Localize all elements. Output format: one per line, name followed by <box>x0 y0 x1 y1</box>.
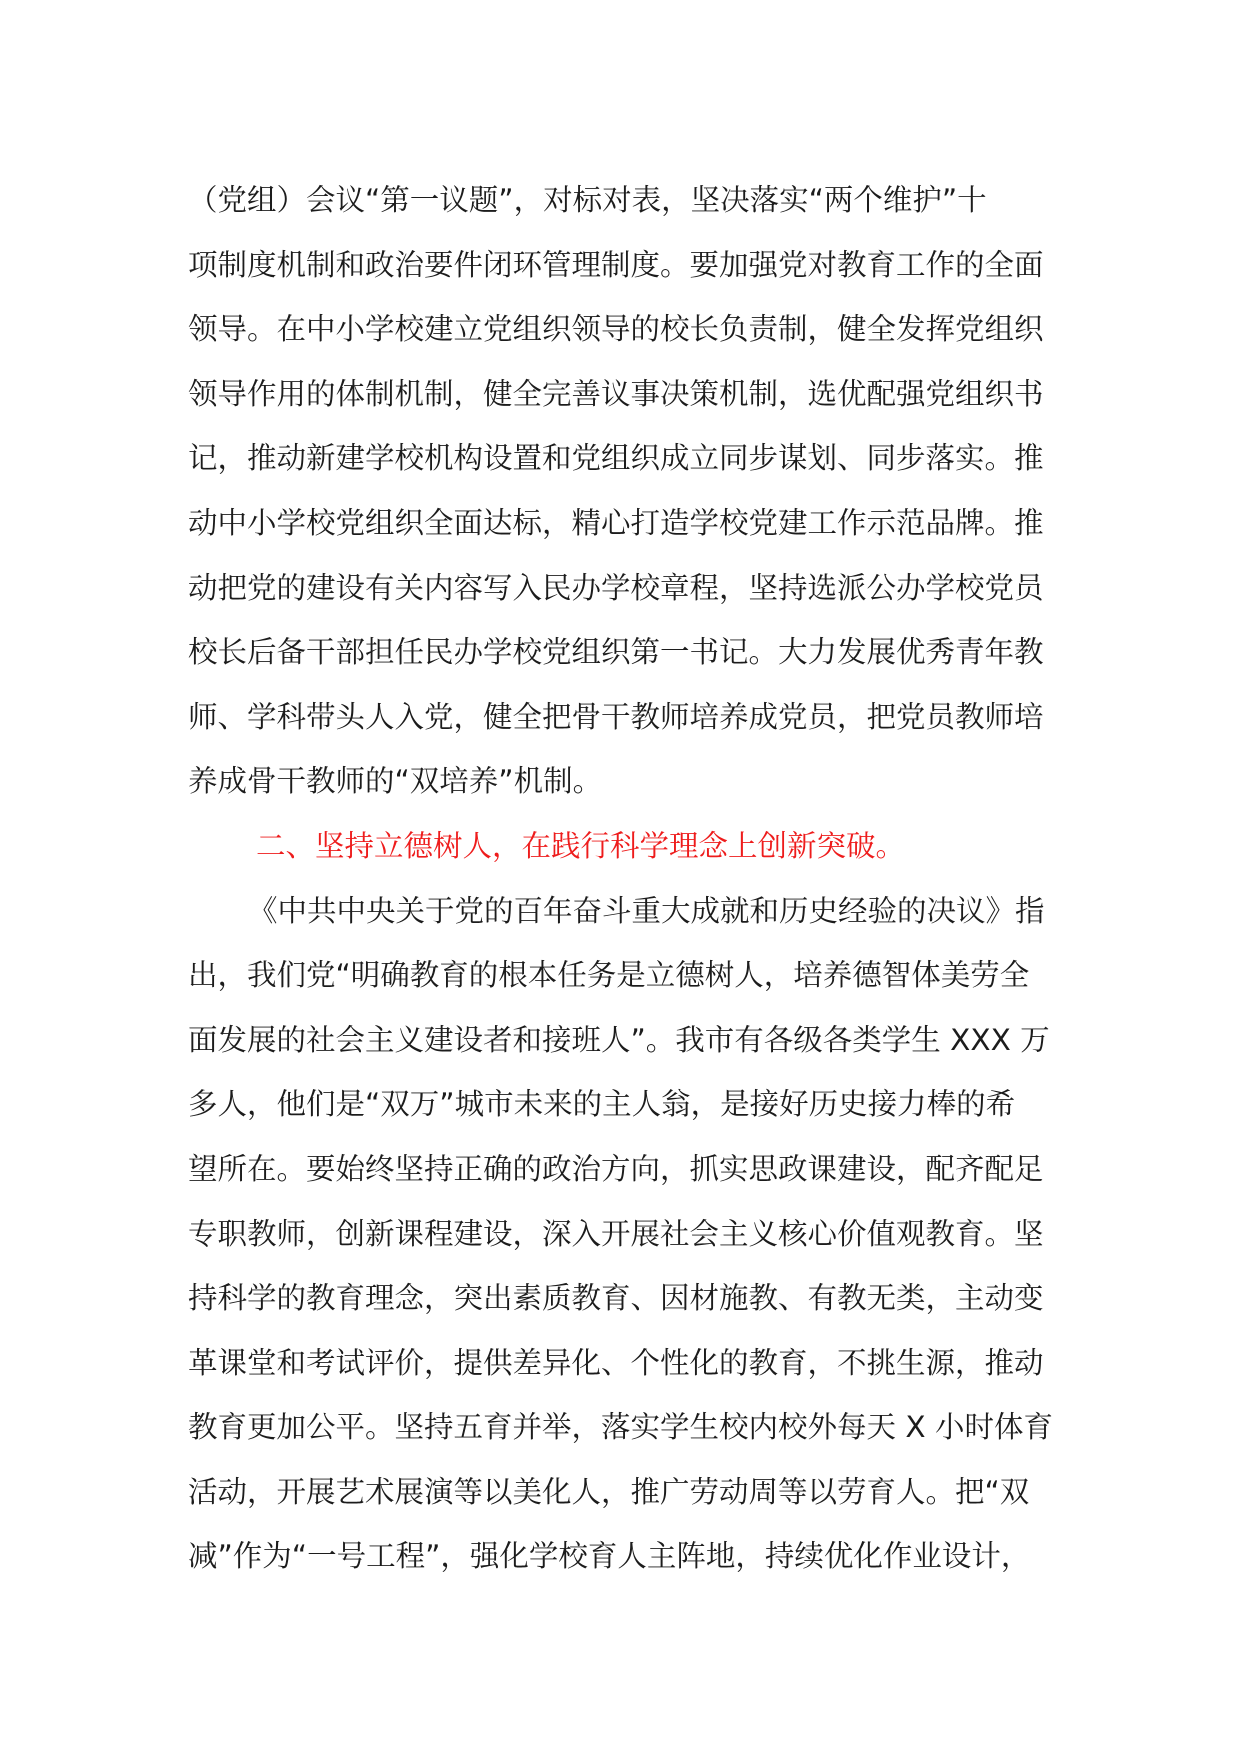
paragraph-line: 校长后备干部担任民办学校党组织第一书记。大力发展优秀青年教 <box>188 635 1044 670</box>
paragraph-line: 多人，他们是“双万”城市未来的主人翁，是接好历史接力棒的希 <box>188 1087 1016 1122</box>
paragraph-line: 望所在。要始终坚持正确的政治方向，抓实思政课建设，配齐配足 <box>188 1151 1044 1186</box>
paragraph-line: 活动，开展艺术展演等以美化人，推广劳动周等以劳育人。把“双 <box>188 1474 1030 1509</box>
paragraph-line: 动中小学校党组织全面达标，精心打造学校党建工作示范品牌。推 <box>188 505 1044 540</box>
paragraph-line: 减”作为“一号工程”，强化学校育人主阵地，持续优化作业设计， <box>188 1539 1031 1574</box>
paragraph-line: 持科学的教育理念，突出素质教育、因材施教、有教无类，主动变 <box>188 1281 1044 1316</box>
paragraph-line: 记，推动新建学校机构设置和党组织成立同步谋划、同步落实。推 <box>188 441 1044 476</box>
paragraph-moral-education <box>188 879 1058 1590</box>
paragraph-line: 领导作用的体制机制，健全完善议事决策机制，选优配强党组织书 <box>188 376 1044 411</box>
paragraph-line: 师、学科带头人入党，健全把骨干教师培养成党员，把党员教师培 <box>188 699 1044 734</box>
section-heading: 二、坚持立德树人，在践行科学理念上创新突破。 <box>256 828 906 863</box>
paragraph-line: 出，我们党“明确教育的根本任务是立德树人，培养德智体美劳全 <box>188 958 1030 993</box>
paragraph-line: （党组）会议“第一议题”，对标对表，坚决落实“两个维护”十 <box>188 183 987 217</box>
paragraph-line: 革课堂和考试评价，提供差异化、个性化的教育，不挑生源，推动 <box>188 1345 1044 1380</box>
document-body <box>188 168 1058 1589</box>
paragraph-line: 专职教师，创新课程建设，深入开展社会主义核心价值观教育。坚 <box>188 1216 1044 1251</box>
paragraph-line: 面发展的社会主义建设者和接班人”。我市有各级各类学生 XXX 万 <box>188 1022 1050 1057</box>
paragraph-line: 教育更加公平。坚持五育并举，落实学生校内校外每天 X 小时体育 <box>188 1410 1053 1445</box>
paragraph-line: 领导。在中小学校建立党组织领导的校长负责制，健全发挥党组织 <box>188 312 1044 347</box>
paragraph-line: 项制度机制和政治要件闭环管理制度。要加强党对教育工作的全面 <box>188 247 1044 282</box>
paragraph-line: 《中共中央关于党的百年奋斗重大成就和历史经验的决议》指 <box>248 893 1045 928</box>
paragraph-party-leadership <box>188 168 1058 814</box>
paragraph-line: 动把党的建设有关内容写入民办学校章程，坚持选派公办学校党员 <box>188 570 1044 605</box>
paragraph-line: 养成骨干教师的“双培养”机制。 <box>188 764 603 799</box>
